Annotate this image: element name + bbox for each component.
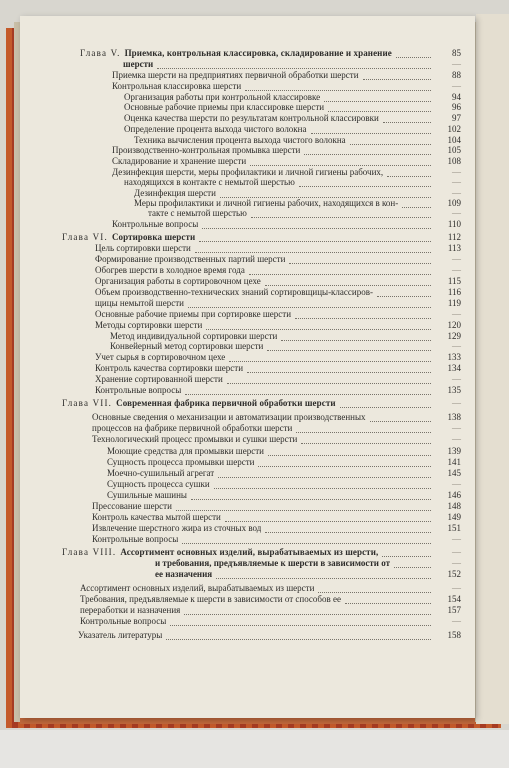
entry-title: Моечно-сушильный агрегат	[107, 468, 215, 478]
entry-title: Технологический процесс промывки и сушки шерсти	[92, 434, 298, 444]
page-number: 113	[447, 243, 461, 253]
toc-entry-text	[78, 630, 162, 641]
entry-title: Хранение сортированной шерсти	[95, 374, 223, 384]
dot-leader	[304, 153, 431, 155]
entry-title: Контроль качества мытой шерсти	[92, 512, 221, 522]
entry-title: Основные рабочие приемы при классировке шерсти	[124, 102, 325, 112]
toc-entry	[20, 385, 475, 397]
dot-leader	[268, 454, 431, 456]
dot-leader	[225, 520, 431, 522]
entry-title: Сущность процесса промывки шерсти	[107, 457, 255, 467]
toc-entry-text	[80, 605, 180, 616]
page-number: 154	[447, 594, 461, 604]
dot-leader	[247, 371, 431, 373]
toc-entry-text	[107, 446, 264, 457]
dot-leader	[216, 577, 431, 579]
toc-entry-text	[92, 523, 261, 534]
dot-leader	[345, 602, 431, 604]
page-number: 108	[447, 156, 461, 166]
page-number: —	[452, 583, 461, 593]
page-number: 120	[447, 320, 461, 330]
dot-leader	[289, 262, 431, 264]
toc-entry-text	[80, 616, 166, 627]
toc-entry-text	[95, 254, 285, 265]
entry-title: Прессование шерсти	[92, 501, 172, 511]
entry-title: Определение процента выхода чистого волокна	[124, 124, 307, 134]
page-number: —	[452, 423, 461, 433]
toc-entry-text	[62, 547, 378, 558]
entry-title: Складирование и хранение шерсти	[112, 156, 247, 166]
dot-leader	[340, 406, 431, 408]
entry-title: Методы сортировки шерсти	[95, 320, 203, 330]
toc-entry-text	[92, 501, 172, 512]
page-number: 109	[447, 198, 461, 208]
entry-title: и требования, предъявляемые к шерсти в зависимости от	[155, 558, 391, 568]
page-number: —	[452, 398, 461, 408]
entry-title: Контроль качества сортировки шерсти	[95, 363, 244, 373]
entry-title: Контрольная классировка шерсти	[112, 81, 242, 91]
entry-title: Ассортимент основных изделий, вырабатываемых из шерсти,	[120, 547, 379, 557]
toc-entry-text	[95, 265, 245, 276]
entry-title: Извлечение шерстного жира из сточных вод	[92, 523, 262, 533]
page-number: —	[452, 167, 461, 177]
toc-entry-text	[107, 468, 214, 479]
toc-entry-text	[112, 70, 359, 81]
page-number: 129	[447, 331, 461, 341]
chapter-label: Глава VI.	[62, 232, 108, 242]
toc-entry-text	[107, 490, 187, 501]
toc-entry	[20, 434, 475, 446]
entry-title: Техника вычисления процента выхода чистого волокна	[134, 135, 346, 145]
dot-leader	[377, 295, 431, 297]
entry-title: Контрольные вопросы	[80, 616, 167, 626]
entry-title: процессов на фабрике первичной обработки шерсти	[92, 423, 293, 433]
dot-leader	[295, 317, 431, 319]
entry-title: Сушильные машины	[107, 490, 187, 500]
toc-entry-text	[112, 219, 198, 230]
entry-title: Учет сырья в сортировочном цехе	[95, 352, 226, 362]
toc-entry-text	[95, 276, 261, 287]
toc-entry-text	[95, 309, 291, 320]
toc-entry-text	[62, 232, 195, 243]
page-number: 145	[447, 468, 461, 478]
entry-title: Контрольные вопросы	[95, 385, 182, 395]
page-number: 94	[452, 92, 461, 102]
dot-leader	[249, 273, 431, 275]
toc-entry-text	[95, 363, 243, 374]
toc-entry-text	[80, 48, 392, 59]
toc-entry-text	[92, 534, 178, 545]
dot-leader	[265, 531, 431, 533]
page-number: —	[452, 208, 461, 218]
chapter-label: Глава VIII.	[62, 547, 117, 557]
toc-entry-text	[148, 208, 247, 219]
toc-entry-text	[92, 423, 292, 434]
page-number: —	[452, 374, 461, 384]
page-number: —	[452, 309, 461, 319]
toc-entry-text	[80, 583, 314, 594]
dot-leader	[182, 542, 431, 544]
dot-leader	[251, 216, 431, 218]
entry-title: Сущность процесса сушки	[107, 479, 210, 489]
entry-title: Современная фабрика первичной обработки шерсти	[116, 398, 336, 408]
page-number: 102	[447, 124, 461, 134]
entry-title: Производственно-контрольная промывка шерсти	[112, 145, 301, 155]
page-number: 112	[447, 232, 461, 242]
dot-leader	[267, 349, 431, 351]
entry-title: Контрольные вопросы	[92, 534, 179, 544]
entry-title: Формирование производственных партий шерсти	[95, 254, 286, 264]
page-number: 141	[447, 457, 461, 467]
toc-entry-text	[124, 102, 324, 113]
page-number: 119	[447, 298, 461, 308]
entry-title: Обогрев шерсти в холодное время года	[95, 265, 245, 275]
dot-leader	[227, 382, 431, 384]
table-of-contents	[20, 16, 475, 718]
entry-title: Моющие средства для промывки шерсти	[107, 446, 264, 456]
page-number: —	[452, 177, 461, 187]
page-number: 110	[447, 219, 461, 229]
page-number: 96	[452, 102, 461, 112]
dot-leader	[188, 306, 431, 308]
dot-leader	[157, 67, 431, 69]
dot-leader	[250, 164, 431, 166]
entry-title: Меры профилактики и личной гигиены рабочих, находящихся в кон-	[134, 198, 399, 208]
dot-leader	[202, 227, 431, 229]
facing-page	[476, 14, 509, 724]
dot-leader	[218, 476, 431, 478]
page-number: 151	[447, 523, 461, 533]
entry-title: Приемка шерсти на предприятиях первичной обработки шерсти	[112, 70, 359, 80]
entry-title: Требования, предъявляемые к шерсти в зависимости от способов ее	[80, 594, 341, 604]
toc-entry-text	[95, 287, 373, 298]
toc-entry-text	[62, 398, 336, 409]
toc-entry-text	[112, 81, 241, 92]
contents-page	[20, 16, 475, 718]
entry-title: Дезинфекция шерсти, меры профилактики и личной гигиены рабочих,	[112, 167, 384, 177]
dot-leader	[370, 420, 431, 422]
toc-entry-text	[112, 156, 246, 167]
page-number: —	[452, 534, 461, 544]
entry-title: Объем производственно-технических знаний сортировщицы-классиров-	[95, 287, 373, 297]
entry-title: Приемка, контрольная классировка, складирование и хранение	[124, 48, 392, 58]
toc-entry-text	[124, 124, 307, 135]
toc-entry-text	[155, 569, 212, 580]
entry-title: шерсти	[123, 59, 154, 69]
toc-entry-text	[95, 298, 184, 309]
entry-title: Организация работы при контрольной классировке	[124, 92, 321, 102]
toc-entry	[20, 630, 475, 642]
entry-title: Цель сортировки шерсти	[95, 243, 191, 253]
chapter-label: Глава V.	[80, 48, 121, 58]
page-number: —	[452, 59, 461, 69]
page-number: —	[452, 479, 461, 489]
toc-entry-text	[95, 385, 181, 396]
toc-entry-text	[155, 558, 390, 569]
chapter-heading	[20, 398, 475, 410]
entry-title: Основные сведения о механизации и автоматизации производственных	[92, 412, 366, 422]
page-number: 116	[447, 287, 461, 297]
page-number: 152	[447, 569, 461, 579]
entry-title: Организация работы в сортировочном цехе	[95, 276, 261, 286]
toc-entry-text	[95, 352, 225, 363]
page-number: 139	[447, 446, 461, 456]
toc-entry-text	[92, 434, 297, 445]
page-number: —	[452, 81, 461, 91]
page-number: 133	[447, 352, 461, 362]
entry-title: Указатель литературы	[78, 630, 163, 640]
page-number: 105	[447, 145, 461, 155]
toc-entry-text	[95, 320, 202, 331]
dot-leader	[311, 132, 432, 134]
page-number: —	[452, 254, 461, 264]
page-number: —	[452, 616, 461, 626]
page-number: 146	[447, 490, 461, 500]
entry-title: Метод индивидуальной сортировки шерсти	[110, 331, 278, 341]
dot-leader	[396, 56, 431, 58]
toc-entry	[20, 569, 475, 581]
dot-leader	[195, 251, 431, 253]
dot-leader	[296, 431, 431, 433]
toc-entry-text	[107, 479, 210, 490]
dot-leader	[383, 121, 431, 123]
dot-leader	[363, 78, 431, 80]
toc-entry-text	[95, 374, 223, 385]
toc-entry-text	[92, 512, 221, 523]
dot-leader	[184, 613, 431, 615]
dot-leader	[185, 393, 431, 395]
page-number: 115	[447, 276, 461, 286]
entry-title: Оценка качества шерсти по результатам контрольной классировки	[124, 113, 379, 123]
page-number: 135	[447, 385, 461, 395]
dot-leader	[191, 498, 431, 500]
page-number: 148	[447, 501, 461, 511]
entry-title: Сортировка шерсти	[111, 232, 196, 242]
toc-entry	[20, 616, 475, 628]
entry-title: Основные рабочие приемы при сортировке шерсти	[95, 309, 292, 319]
page-number: —	[452, 341, 461, 351]
toc-entry-text	[95, 243, 191, 254]
toc-entry	[20, 534, 475, 546]
toc-entry-text	[123, 59, 153, 70]
entry-title: Ассортимент основных изделий, вырабатываемых из шерсти	[80, 583, 315, 593]
dot-leader	[229, 360, 431, 362]
toc-entry-text	[124, 177, 295, 188]
page-number: —	[452, 547, 461, 557]
entry-title: переработки и назначения	[80, 605, 181, 615]
toc-entry-text	[124, 113, 379, 124]
toc-entry-text	[112, 145, 300, 156]
chapter-label: Глава VII.	[62, 398, 113, 408]
entry-title: Дезинфекция шерсти	[134, 188, 216, 198]
page-number: 104	[447, 135, 461, 145]
page-number: 88	[452, 70, 461, 80]
toc-entry-text	[110, 341, 263, 352]
dot-leader	[176, 509, 431, 511]
dot-leader	[299, 185, 431, 187]
page-number: —	[452, 265, 461, 275]
page-number: —	[452, 188, 461, 198]
page-number: —	[452, 558, 461, 568]
page-number: 85	[452, 48, 461, 58]
page-number: 157	[447, 605, 461, 615]
page-number: 158	[447, 630, 461, 640]
toc-entry-text	[80, 594, 341, 605]
entry-title: ее назначения	[155, 569, 213, 579]
entry-title: находящихся в контакте с немытой шерстью	[124, 177, 295, 187]
dot-leader	[214, 487, 431, 489]
dot-leader	[245, 89, 431, 91]
dot-leader	[166, 638, 431, 640]
page-number: 97	[452, 113, 461, 123]
entry-title: такте с немытой шерстью	[148, 208, 247, 218]
dot-leader	[170, 624, 431, 626]
page-number: —	[452, 434, 461, 444]
dot-leader	[258, 465, 431, 467]
entry-title: щицы немытой шерсти	[95, 298, 184, 308]
page-number: 138	[447, 412, 461, 422]
page-number: 134	[447, 363, 461, 373]
dot-leader	[382, 555, 431, 557]
toc-entry-text	[107, 457, 254, 468]
dot-leader	[199, 240, 431, 242]
dot-leader	[206, 328, 431, 330]
entry-title: Контрольные вопросы	[112, 219, 199, 229]
toc-entry	[20, 219, 475, 231]
entry-title: Конвейерный метод сортировки шерсти	[110, 341, 264, 351]
dot-leader	[328, 110, 431, 112]
dot-leader	[301, 442, 431, 444]
toc-entry-text	[92, 412, 366, 423]
dot-leader	[265, 284, 431, 286]
table-surface	[0, 730, 509, 768]
dot-leader	[318, 591, 431, 593]
page-number: 149	[447, 512, 461, 522]
dot-leader	[394, 566, 431, 568]
